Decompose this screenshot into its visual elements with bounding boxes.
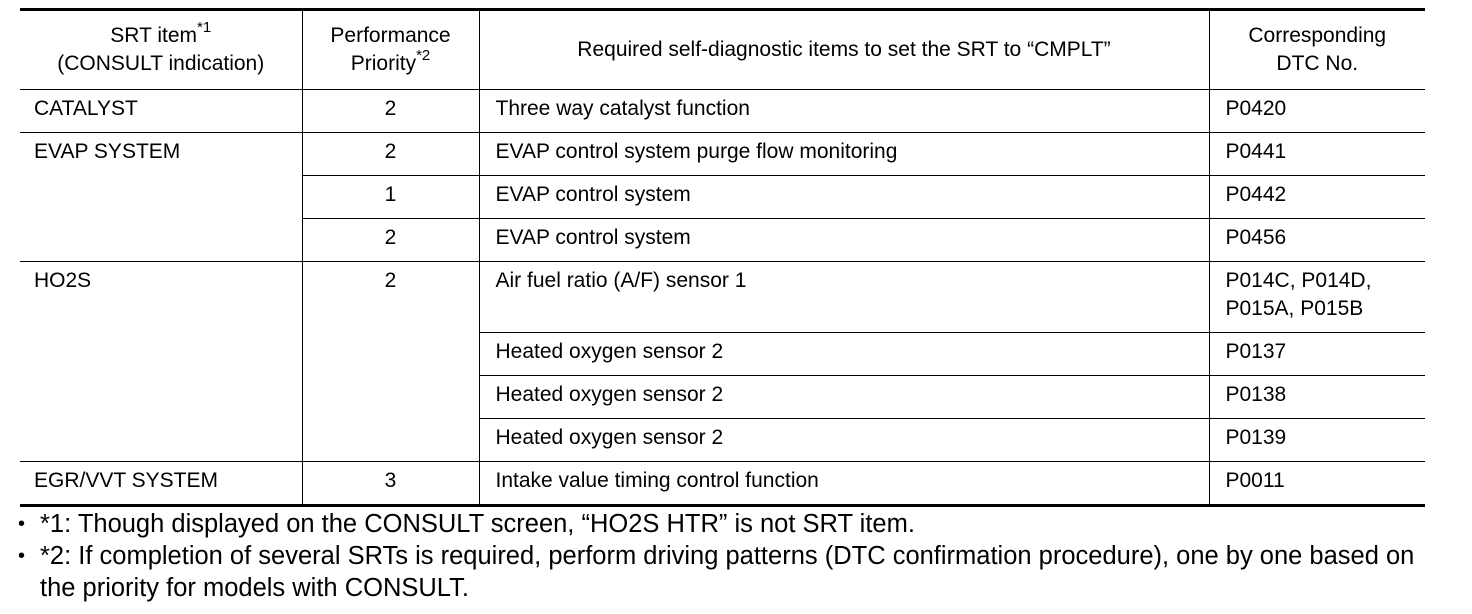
footnote-text: *1: Though displayed on the CONSULT screen, “HO2S HTR” is not SRT item.: [40, 510, 915, 538]
footnote-1: [18, 508, 1438, 540]
srt-table: [20, 8, 1425, 507]
table-header-row: [20, 10, 1425, 90]
srt-item-cell: CATALYST: [20, 90, 302, 133]
bullet-icon: •: [18, 545, 26, 567]
footnotes: [18, 508, 1438, 604]
dtc-cell: P0420: [1209, 90, 1425, 133]
required-item-cell: Air fuel ratio (A/F) sensor 1: [479, 262, 1209, 333]
required-item-cell: Heated oxygen sensor 2: [479, 333, 1209, 376]
table-row: [20, 90, 1425, 133]
srt-item-cell: HO2S: [20, 262, 302, 462]
header-dtc-no: Corresponding DTC No.: [1209, 10, 1425, 90]
priority-cell: 2: [302, 262, 479, 462]
footnote-marker-2: *2: [416, 47, 431, 64]
footnote-2: [18, 540, 1438, 604]
required-item-cell: Three way catalyst function: [479, 90, 1209, 133]
footnote-text: *2: If completion of several SRTs is required, perform driving patterns (DTC confirmation procedure), one by one based on the priority for models with CONSULT.: [40, 542, 1415, 602]
priority-cell: 3: [302, 462, 479, 506]
dtc-cell: P0137: [1209, 333, 1425, 376]
header-performance-priority: Performance Priority$^{*2}$: [302, 10, 479, 90]
dtc-cell: P0456: [1209, 219, 1425, 262]
dtc-cell: P0442: [1209, 176, 1425, 219]
dtc-cell: P0138: [1209, 376, 1425, 419]
table-row: [20, 462, 1425, 506]
required-item-cell: EVAP control system purge flow monitoring: [479, 133, 1209, 176]
dtc-cell: P0139: [1209, 419, 1425, 462]
priority-cell: 1: [302, 176, 479, 219]
table-row: [20, 262, 1425, 333]
priority-cell: 2: [302, 133, 479, 176]
required-item-cell: Heated oxygen sensor 2: [479, 376, 1209, 419]
required-item-cell: Intake value timing control function: [479, 462, 1209, 506]
srt-item-cell: EVAP SYSTEM: [20, 133, 302, 262]
dtc-cell: P0011: [1209, 462, 1425, 506]
required-item-cell: Heated oxygen sensor 2: [479, 419, 1209, 462]
dtc-cell: P0441: [1209, 133, 1425, 176]
footnote-marker-1: *1: [197, 19, 212, 36]
bullet-icon: •: [18, 513, 26, 535]
required-item-cell: EVAP control system: [479, 176, 1209, 219]
required-item-cell: EVAP control system: [479, 219, 1209, 262]
priority-cell: 2: [302, 219, 479, 262]
priority-cell: 2: [302, 90, 479, 133]
srt-item-cell: EGR/VVT SYSTEM: [20, 462, 302, 506]
header-srt-item: SRT item$^{*1}$ (CONSULT indication): [20, 10, 302, 90]
dtc-cell: P014C, P014D, P015A, P015B: [1209, 262, 1425, 333]
header-required-items: Required self-diagnostic items to set the SRT to “CMPLT”: [479, 10, 1209, 90]
table-row: [20, 133, 1425, 176]
